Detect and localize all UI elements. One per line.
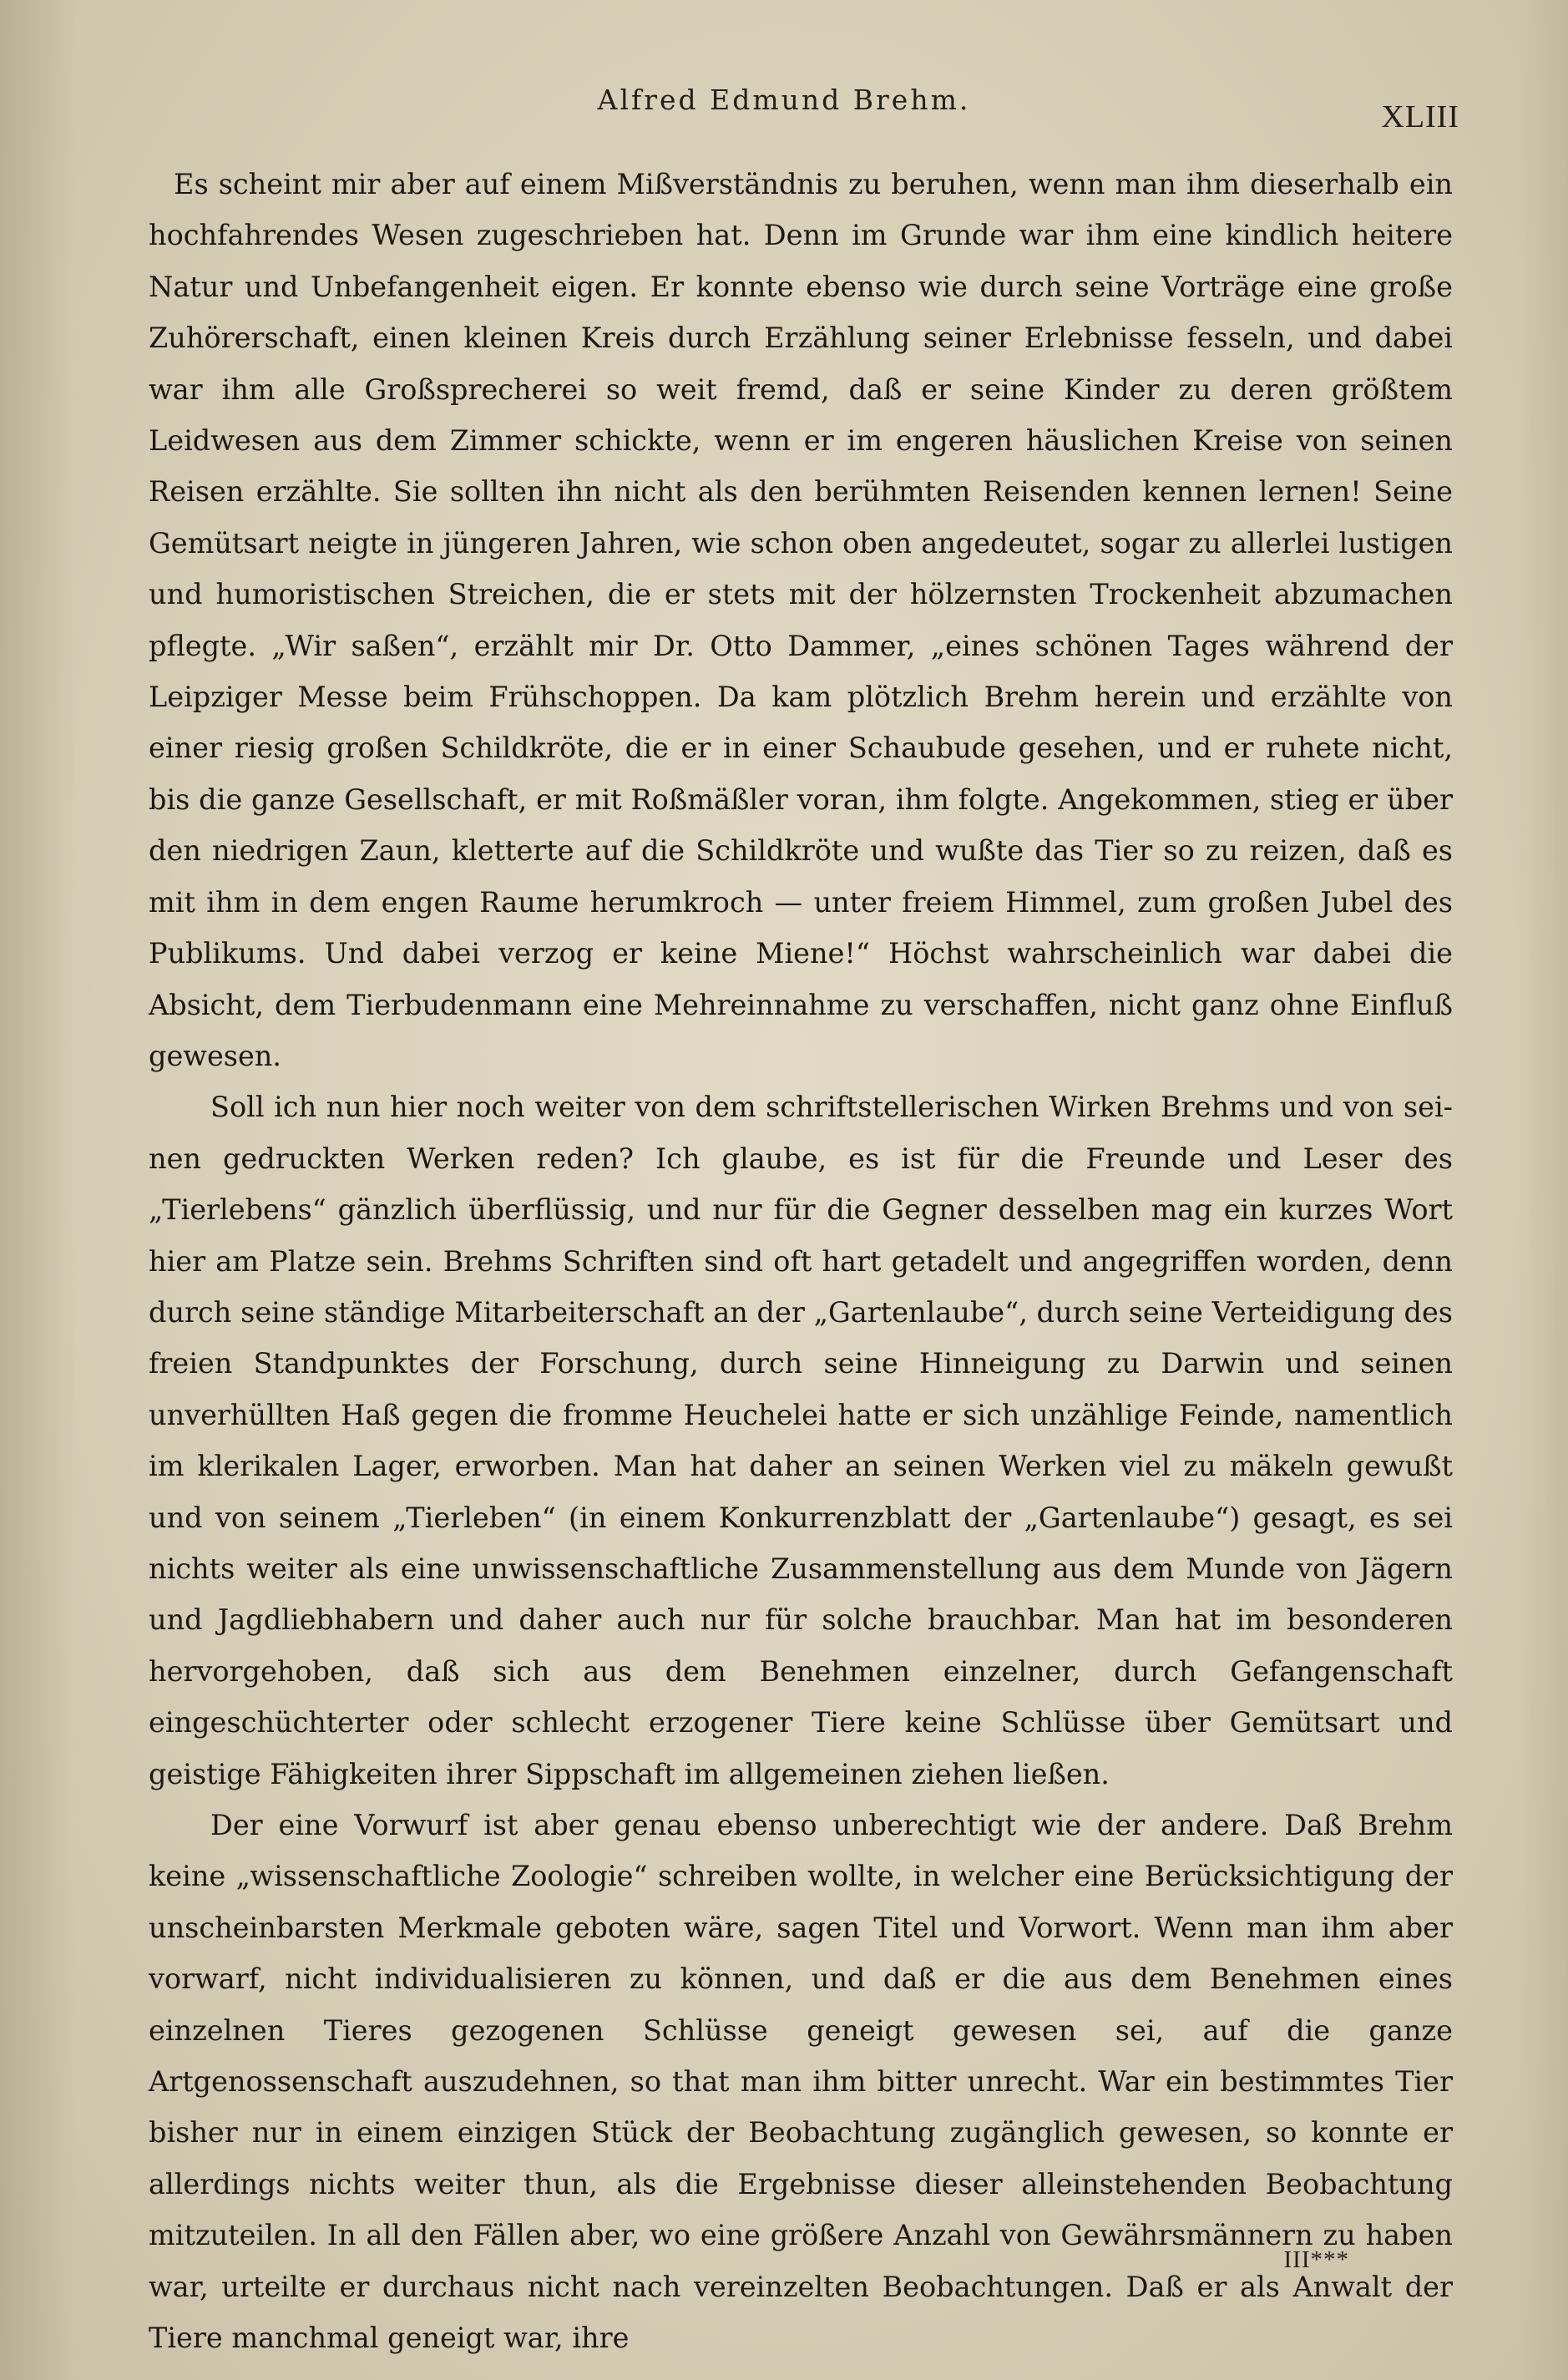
page-number: XLIII (1381, 99, 1459, 134)
signature-mark: III*** (1283, 2246, 1349, 2273)
paragraph-1: Es scheint mir aber auf einem Mißverständnis zu beruhen, wenn man ihm dieserhalb ein hochfahrendes Wesen zugeschrieben hat. Denn im Grunde war ihm eine kindlich heitere Natur und Unbefangenheit eigen. Er konnte ebenso wie durch seine Vorträge eine große Zuhörerschaft, einen kleinen Kreis durch Erzählung seiner Erlebnisse fesseln, und dabei war ihm alle Großsprecherei so weit fremd, daß er seine Kinder zu deren größtem Leidwesen aus dem Zimmer schickte, wenn er im engeren häuslichen Kreise von seinen Reisen erzählte. Sie sollten ihn nicht als den berühmten Reisenden kennen lernen! Seine Gemütsart neigte in jüngeren Jahren, wie schon oben angedeutet, sogar zu allerlei lustigen und humoristischen Streichen, die er stets mit der hölzernsten Trockenheit abzumachen pflegte. „Wir saßen“, erzählt mir Dr. Otto Dammer, „eines schönen Tages während der Leipziger Messe beim Frühschoppen. Da kam plötzlich Brehm herein und erzählte von einer riesig großen Schildkröte, die er in einer Schaubude gesehen, und er ruhete nicht, bis die ganze Gesellschaft, er mit Roßmäßler voran, ihm folgte. Angekommen, stieg er über den niedrigen Zaun, kletterte auf die Schildkröte und wußte das Tier so zu reizen, daß es mit ihm in dem engen Raume herumkroch — unter freiem Himmel, zum großen Jubel des Publikums. Und dabei verzog er keine Miene!“ Höchst wahrscheinlich war dabei die Absicht, dem Tierbudenmann eine Mehreinnahme zu verschaffen, nicht ganz ohne Einfluß gewesen. (149, 168, 1453, 1072)
paragraph-3: Der eine Vorwurf ist aber genau ebenso unberechtigt wie der andere. Daß Brehm keine „wissenschaftliche Zoologie“ schreiben wollte, in welcher eine Berücksichtigung der unscheinbarsten Merkmale geboten wäre, sagen Titel und Vorwort. Wenn man ihm aber vorwarf, nicht individualisieren zu können, und daß er die aus dem Benehmen eines einzelnen Tieres gezogenen Schlüsse geneigt gewesen sei, auf die ganze Artgenossenschaft auszudehnen, so that man ihm bitter unrecht. War ein bestimmtes Tier bisher nur in einem einzigen Stück der Beobachtung zugänglich gewesen, so konnte er allerdings nichts weiter thun, als die Ergebnisse dieser alleinstehenden Beobachtung mitzuteilen. In all den Fällen aber, wo eine größere Anzahl von Gewährsmännern zu haben war, urteilte er durchaus nicht nach vereinzelten Beobachtungen. Daß er als Anwalt der Tiere manchmal geneigt war, ihre (149, 1809, 1453, 2355)
body-text (149, 159, 1453, 2363)
paragraph-2: Soll ich nun hier noch weiter von dem schriftstellerischen Wirken Brehms und von seinen gedruckten Werken reden? Ich glaube, es ist für die Freunde und Leser des „Tierlebens“ gänzlich überflüssig, und nur für die Gegner desselben mag ein kurzes Wort hier am Platze sein. Brehms Schriften sind oft hart getadelt und angegriffen worden, denn durch seine ständige Mitarbeiterschaft an der „Gartenlaube“, durch seine Verteidigung des freien Standpunktes der Forschung, durch seine Hinneigung zu Darwin und seinen unverhüllten Haß gegen die fromme Heuchelei hatte er sich unzählige Feinde, namentlich im klerikalen Lager, erworben. Man hat daher an seinen Werken viel zu mäkeln gewußt und von seinem „Tierleben“ (in einem Konkurrenzblatt der „Gartenlaube“) gesagt, es sei nichts weiter als eine unwissenschaftliche Zusammenstellung aus dem Munde von Jägern und Jagdliebhabern und daher auch nur für solche brauchbar. Man hat im besonderen hervorgehoben, daß sich aus dem Benehmen einzelner, durch Gefangenschaft eingeschüchterter oder schlecht erzogener Tiere keine Schlüsse über Gemütsart und geistige Fähigkeiten ihrer Sippschaft im allgemeinen ziehen ließen. (149, 1091, 1453, 1790)
running-head: Alfred Edmund Brehm. (597, 84, 971, 116)
